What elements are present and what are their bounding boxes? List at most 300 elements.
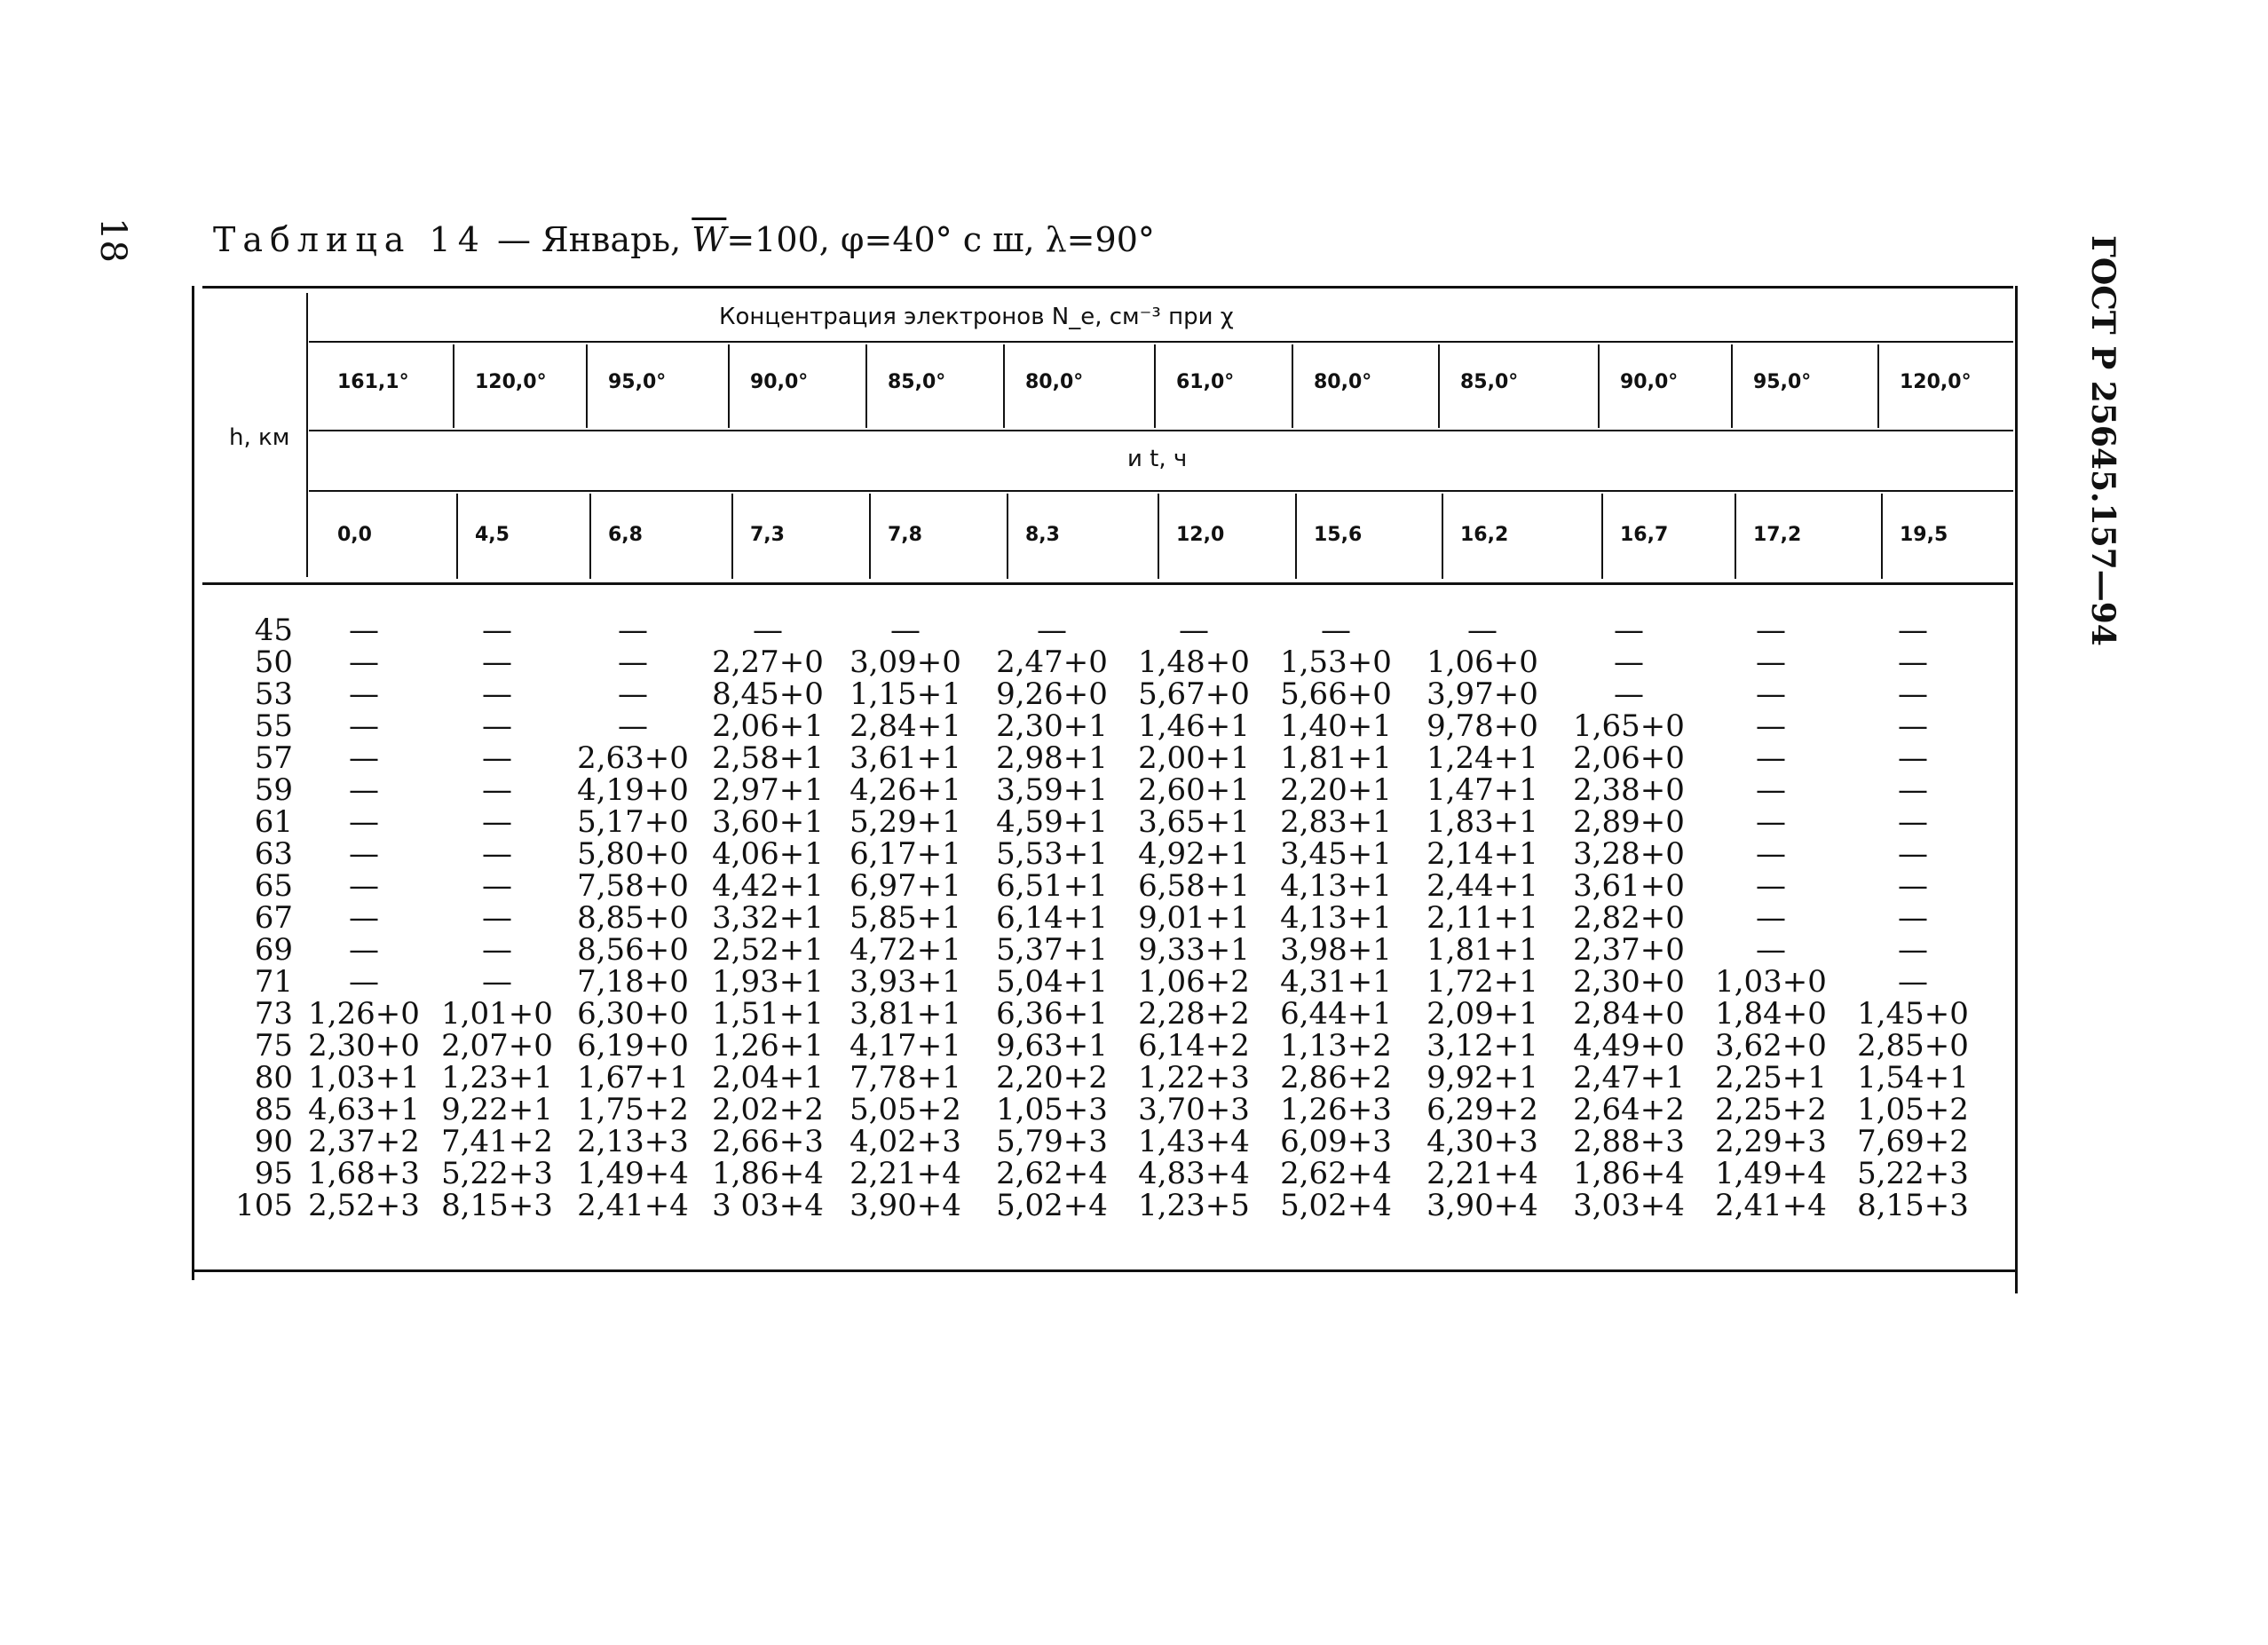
data-cell: 1,67+1: [577, 1060, 689, 1095]
height-cell: 80: [254, 1060, 293, 1095]
data-cell: 2,62+4: [1280, 1156, 1392, 1191]
data-cell: 2,85+0: [1857, 1028, 1969, 1064]
data-cell: 1,15+1: [850, 676, 961, 712]
chi-header-cell: 95,0°: [608, 371, 667, 393]
data-cell: 2,41+4: [1715, 1188, 1827, 1223]
data-cell: 9,92+1: [1426, 1060, 1538, 1095]
document-title: ГОСТ Р 25645.157—94: [2084, 235, 2122, 646]
data-column: [701, 614, 834, 1222]
data-cell: 1,54+1: [1857, 1060, 1969, 1095]
data-cell: 1,68+3: [308, 1156, 420, 1191]
data-cell: 1,05+3: [996, 1092, 1108, 1127]
data-cell: —: [1898, 740, 1928, 776]
height-cell: 85: [254, 1092, 293, 1127]
data-cell: —: [1898, 836, 1928, 872]
data-cell: —: [890, 613, 921, 648]
data-cell: 2,84+0: [1573, 996, 1685, 1032]
data-cell: —: [1614, 613, 1644, 648]
height-cell: 73: [254, 996, 293, 1032]
height-cell: 65: [254, 868, 293, 904]
data-cell: —: [1898, 708, 1928, 744]
data-cell: —: [753, 613, 783, 648]
data-cell: 1,49+4: [1715, 1156, 1827, 1191]
data-cell: —: [1467, 613, 1498, 648]
data-cell: 3,03+4: [1573, 1188, 1685, 1223]
t-cell-divider: [1007, 494, 1008, 579]
data-column: [1846, 614, 1980, 1222]
data-cell: 2,29+3: [1715, 1124, 1827, 1159]
chi-cell-divider: [865, 344, 867, 428]
chi-cell-divider: [1154, 344, 1156, 428]
data-cell: 6,44+1: [1280, 996, 1392, 1032]
data-cell: —: [1614, 676, 1644, 712]
data-cell: 6,58+1: [1138, 868, 1250, 904]
data-cell: 2,98+1: [996, 740, 1108, 776]
data-cell: —: [1898, 613, 1928, 648]
t-cell-divider: [1735, 494, 1736, 579]
data-cell: —: [349, 964, 379, 1000]
subgroup-underline: [309, 490, 2013, 492]
data-cell: 5,85+1: [850, 900, 961, 936]
data-cell: —: [349, 836, 379, 872]
data-cell: —: [1756, 613, 1786, 648]
data-cell: 1,48+0: [1138, 645, 1250, 680]
data-cell: 2,06+0: [1573, 740, 1685, 776]
data-cell: —: [1898, 804, 1928, 840]
t-cell-divider: [456, 494, 458, 579]
data-cell: —: [1898, 868, 1928, 904]
data-column: [1416, 614, 1549, 1222]
data-cell: —: [1756, 676, 1786, 712]
data-cell: 4,13+1: [1280, 900, 1392, 936]
chi-cell-divider: [1877, 344, 1879, 428]
subgroup-title: и t, ч: [1127, 446, 1188, 472]
data-cell: 3,60+1: [712, 804, 824, 840]
data-cell: 2,47+0: [996, 645, 1108, 680]
data-cell: —: [618, 613, 648, 648]
height-cell: 105: [235, 1188, 293, 1223]
data-cell: 2,60+1: [1138, 772, 1250, 808]
t-header-cell: 15,6: [1314, 524, 1363, 546]
data-cell: 7,69+2: [1857, 1124, 1969, 1159]
t-cell-divider: [1601, 494, 1603, 579]
height-cell: 59: [254, 772, 293, 808]
data-cell: 1,23+1: [441, 1060, 553, 1095]
data-cell: 1,81+1: [1280, 740, 1392, 776]
data-cell: 2,04+1: [712, 1060, 824, 1095]
data-cell: 2,88+3: [1573, 1124, 1685, 1159]
data-cell: —: [1756, 740, 1786, 776]
t-cell-divider: [1442, 494, 1443, 579]
table-left-border: [192, 286, 194, 1280]
height-cell: 61: [254, 804, 293, 840]
data-cell: 2,37+2: [308, 1124, 420, 1159]
data-cell: —: [349, 804, 379, 840]
data-cell: 2,13+3: [577, 1124, 689, 1159]
t-header-cell: 16,2: [1460, 524, 1509, 546]
data-cell: 3,59+1: [996, 772, 1108, 808]
caption-prefix: — Январь,: [486, 220, 692, 259]
data-column: [566, 614, 699, 1222]
data-column: [431, 614, 564, 1222]
data-cell: 4,19+0: [577, 772, 689, 808]
t-cell-divider: [1881, 494, 1883, 579]
data-cell: 3,90+4: [850, 1188, 961, 1223]
data-cell: —: [1756, 900, 1786, 936]
data-cell: 2,89+0: [1573, 804, 1685, 840]
data-cell: 1,86+4: [712, 1156, 824, 1191]
chi-cell-divider: [1438, 344, 1440, 428]
data-cell: 5,22+3: [441, 1156, 553, 1191]
chi-header-cell: 120,0°: [1900, 371, 1972, 393]
data-cell: 1,47+1: [1426, 772, 1538, 808]
data-cell: 2,30+0: [1573, 964, 1685, 1000]
chi-header-cell: 85,0°: [888, 371, 946, 393]
data-cell: 1,43+4: [1138, 1124, 1250, 1159]
data-cell: —: [349, 645, 379, 680]
chi-header-cell: 80,0°: [1314, 371, 1372, 393]
height-column: [195, 614, 293, 1222]
data-cell: 8,85+0: [577, 900, 689, 936]
data-cell: 3,61+0: [1573, 868, 1685, 904]
data-cell: —: [482, 868, 512, 904]
data-cell: 1,26+0: [308, 996, 420, 1032]
data-cell: 2,27+0: [712, 645, 824, 680]
data-cell: 3,45+1: [1280, 836, 1392, 872]
data-cell: 2,44+1: [1426, 868, 1538, 904]
data-cell: 2,84+1: [850, 708, 961, 744]
caption-label: Таблица 14: [213, 220, 486, 259]
group-title-underline: [309, 341, 2013, 343]
data-cell: 4,92+1: [1138, 836, 1250, 872]
caption-w-symbol: $\overline{W}$: [691, 220, 727, 259]
data-cell: 7,41+2: [441, 1124, 553, 1159]
data-cell: —: [482, 804, 512, 840]
height-cell: 71: [254, 964, 293, 1000]
data-cell: —: [1756, 932, 1786, 968]
data-cell: 1,72+1: [1426, 964, 1538, 1000]
data-cell: —: [349, 740, 379, 776]
data-column: [1704, 614, 1837, 1222]
chi-cell-divider: [1731, 344, 1733, 428]
chi-cell-divider: [586, 344, 588, 428]
chi-header-cell: 161,1°: [337, 371, 409, 393]
data-cell: 5,29+1: [850, 804, 961, 840]
group-title: Концентрация электронов N_e, см⁻³ при χ: [719, 304, 1234, 330]
data-cell: 4,83+4: [1138, 1156, 1250, 1191]
data-cell: 8,15+3: [1857, 1188, 1969, 1223]
data-cell: —: [349, 932, 379, 968]
height-cell: 55: [254, 708, 293, 744]
data-cell: 1,75+2: [577, 1092, 689, 1127]
data-cell: 3,61+1: [850, 740, 961, 776]
data-cell: 2,21+4: [1426, 1156, 1538, 1191]
data-cell: 2,37+0: [1573, 932, 1685, 968]
data-cell: 1,86+4: [1573, 1156, 1685, 1191]
t-cell-divider: [1295, 494, 1297, 579]
data-cell: 4,06+1: [712, 836, 824, 872]
data-cell: 6,97+1: [850, 868, 961, 904]
data-cell: 2,14+1: [1426, 836, 1538, 872]
data-cell: 1,83+1: [1426, 804, 1538, 840]
data-cell: 7,18+0: [577, 964, 689, 1000]
data-cell: 3,32+1: [712, 900, 824, 936]
data-cell: 4,31+1: [1280, 964, 1392, 1000]
chi-header-cell: 61,0°: [1176, 371, 1235, 393]
data-column: [1269, 614, 1403, 1222]
data-cell: 1,93+1: [712, 964, 824, 1000]
height-cell: 50: [254, 645, 293, 680]
data-column: [1127, 614, 1260, 1222]
page-number: 18: [92, 217, 133, 263]
data-cell: 1,65+0: [1573, 708, 1685, 744]
t-cell-divider: [869, 494, 871, 579]
data-cell: 9,33+1: [1138, 932, 1250, 968]
data-cell: 4,49+0: [1573, 1028, 1685, 1064]
t-header-cell: 12,0: [1176, 524, 1225, 546]
height-cell: 45: [254, 613, 293, 648]
data-cell: 1,46+1: [1138, 708, 1250, 744]
data-cell: 3,09+0: [850, 645, 961, 680]
data-column: [985, 614, 1118, 1222]
data-cell: 1,26+3: [1280, 1092, 1392, 1127]
data-cell: —: [1756, 836, 1786, 872]
data-cell: —: [482, 932, 512, 968]
data-cell: —: [1898, 964, 1928, 1000]
t-cell-divider: [731, 494, 733, 579]
data-cell: —: [1756, 868, 1786, 904]
data-cell: —: [1756, 804, 1786, 840]
data-cell: 8,15+3: [441, 1188, 553, 1223]
data-column: [839, 614, 972, 1222]
data-cell: —: [1179, 613, 1209, 648]
data-cell: 2,82+0: [1573, 900, 1685, 936]
t-header-cell: 16,7: [1620, 524, 1669, 546]
table-top-border: [202, 286, 2013, 289]
chi-header-cell: 95,0°: [1753, 371, 1812, 393]
data-cell: —: [482, 676, 512, 712]
data-cell: 1,03+0: [1715, 964, 1827, 1000]
data-cell: 1,01+0: [441, 996, 553, 1032]
t-header-cell: 17,2: [1753, 524, 1802, 546]
t-cell-divider: [1158, 494, 1159, 579]
height-cell: 95: [254, 1156, 293, 1191]
data-cell: 2,06+1: [712, 708, 824, 744]
data-cell: 6,30+0: [577, 996, 689, 1032]
data-cell: 1,45+0: [1857, 996, 1969, 1032]
data-cell: —: [482, 900, 512, 936]
data-cell: 2,86+2: [1280, 1060, 1392, 1095]
data-cell: 2,63+0: [577, 740, 689, 776]
data-cell: —: [618, 645, 648, 680]
data-cell: 6,09+3: [1280, 1124, 1392, 1159]
data-cell: 1,06+2: [1138, 964, 1250, 1000]
data-cell: —: [618, 708, 648, 744]
table-right-border: [2015, 286, 2018, 1293]
data-cell: 9,26+0: [996, 676, 1108, 712]
caption-suffix: =100, φ=40° с ш, λ=90°: [726, 220, 1155, 259]
data-cell: 5,05+2: [850, 1092, 961, 1127]
data-cell: 2,02+2: [712, 1092, 824, 1127]
data-cell: 4,72+1: [850, 932, 961, 968]
data-cell: 5,37+1: [996, 932, 1108, 968]
data-cell: 4,63+1: [308, 1092, 420, 1127]
table-bottom-border: [192, 1269, 2015, 1272]
data-cell: 2,97+1: [712, 772, 824, 808]
data-cell: —: [482, 613, 512, 648]
data-cell: 5,66+0: [1280, 676, 1392, 712]
data-cell: 4,59+1: [996, 804, 1108, 840]
data-cell: 4,42+1: [712, 868, 824, 904]
data-cell: —: [1898, 772, 1928, 808]
data-cell: —: [482, 772, 512, 808]
data-cell: 4,13+1: [1280, 868, 1392, 904]
data-cell: —: [1037, 613, 1067, 648]
data-cell: 3 03+4: [712, 1188, 824, 1223]
t-header-cell: 8,3: [1025, 524, 1060, 546]
data-cell: 9,78+0: [1426, 708, 1538, 744]
data-cell: 1,49+4: [577, 1156, 689, 1191]
data-cell: —: [349, 868, 379, 904]
data-cell: 3,93+1: [850, 964, 961, 1000]
data-cell: 9,22+1: [441, 1092, 553, 1127]
data-cell: 2,66+3: [712, 1124, 824, 1159]
data-cell: —: [482, 708, 512, 744]
table-caption: [213, 220, 1155, 259]
data-cell: 3,90+4: [1426, 1188, 1538, 1223]
data-cell: 6,17+1: [850, 836, 961, 872]
data-cell: 6,29+2: [1426, 1092, 1538, 1127]
height-cell: 57: [254, 740, 293, 776]
data-cell: 2,25+1: [1715, 1060, 1827, 1095]
data-cell: 2,64+2: [1573, 1092, 1685, 1127]
data-column: [297, 614, 431, 1222]
data-cell: 7,78+1: [850, 1060, 961, 1095]
data-cell: 1,06+0: [1426, 645, 1538, 680]
data-cell: 8,45+0: [712, 676, 824, 712]
data-cell: 5,67+0: [1138, 676, 1250, 712]
chi-cell-divider: [1292, 344, 1293, 428]
data-cell: 1,03+1: [308, 1060, 420, 1095]
data-cell: 5,02+4: [1280, 1188, 1392, 1223]
chi-row-underline: [309, 430, 2013, 431]
chi-cell-divider: [1003, 344, 1005, 428]
data-cell: 2,28+2: [1138, 996, 1250, 1032]
data-cell: 1,26+1: [712, 1028, 824, 1064]
data-cell: 9,01+1: [1138, 900, 1250, 936]
data-cell: 1,05+2: [1857, 1092, 1969, 1127]
data-cell: 1,23+5: [1138, 1188, 1250, 1223]
data-cell: 2,52+1: [712, 932, 824, 968]
data-cell: 2,52+3: [308, 1188, 420, 1223]
data-cell: 2,38+0: [1573, 772, 1685, 808]
data-cell: 3,12+1: [1426, 1028, 1538, 1064]
data-cell: 4,30+3: [1426, 1124, 1538, 1159]
data-cell: 6,19+0: [577, 1028, 689, 1064]
data-cell: —: [349, 676, 379, 712]
data-cell: 1,40+1: [1280, 708, 1392, 744]
data-cell: 1,13+2: [1280, 1028, 1392, 1064]
data-cell: —: [482, 740, 512, 776]
data-cell: 5,80+0: [577, 836, 689, 872]
header-bottom-border: [202, 582, 2013, 585]
data-cell: —: [482, 645, 512, 680]
data-cell: 5,79+3: [996, 1124, 1108, 1159]
data-cell: 3,70+3: [1138, 1092, 1250, 1127]
data-cell: 2,47+1: [1573, 1060, 1685, 1095]
data-cell: 1,22+3: [1138, 1060, 1250, 1095]
data-cell: 7,58+0: [577, 868, 689, 904]
height-cell: 67: [254, 900, 293, 936]
data-cell: 1,81+1: [1426, 932, 1538, 968]
data-cell: 3,28+0: [1573, 836, 1685, 872]
data-cell: 2,30+1: [996, 708, 1108, 744]
data-cell: 6,14+1: [996, 900, 1108, 936]
data-cell: 1,53+0: [1280, 645, 1392, 680]
data-cell: —: [349, 708, 379, 744]
chi-header-cell: 120,0°: [475, 371, 547, 393]
chi-header-cell: 85,0°: [1460, 371, 1519, 393]
t-header-cell: 19,5: [1900, 524, 1948, 546]
data-cell: 2,20+1: [1280, 772, 1392, 808]
data-cell: 3,81+1: [850, 996, 961, 1032]
row-label-header: h, км: [229, 424, 290, 451]
t-header-cell: 0,0: [337, 524, 372, 546]
data-cell: 1,24+1: [1426, 740, 1538, 776]
data-column: [1562, 614, 1695, 1222]
data-cell: —: [1614, 645, 1644, 680]
data-cell: 5,22+3: [1857, 1156, 1969, 1191]
data-cell: 6,36+1: [996, 996, 1108, 1032]
chi-header-cell: 90,0°: [1620, 371, 1679, 393]
data-cell: 5,53+1: [996, 836, 1108, 872]
data-cell: 9,63+1: [996, 1028, 1108, 1064]
data-cell: 8,56+0: [577, 932, 689, 968]
data-cell: 5,04+1: [996, 964, 1108, 1000]
height-cell: 63: [254, 836, 293, 872]
t-header-cell: 4,5: [475, 524, 510, 546]
t-header-cell: 6,8: [608, 524, 643, 546]
chi-header-cell: 80,0°: [1025, 371, 1084, 393]
data-cell: 6,51+1: [996, 868, 1108, 904]
data-cell: —: [1898, 900, 1928, 936]
data-cell: —: [1756, 708, 1786, 744]
data-cell: —: [1898, 645, 1928, 680]
data-cell: 2,07+0: [441, 1028, 553, 1064]
data-cell: —: [1756, 645, 1786, 680]
data-cell: —: [482, 964, 512, 1000]
t-header-cell: 7,3: [750, 524, 785, 546]
data-cell: 2,00+1: [1138, 740, 1250, 776]
chi-cell-divider: [1598, 344, 1600, 428]
data-cell: 2,83+1: [1280, 804, 1392, 840]
data-cell: 3,62+0: [1715, 1028, 1827, 1064]
data-cell: 2,30+0: [308, 1028, 420, 1064]
data-cell: —: [482, 836, 512, 872]
data-cell: —: [1898, 676, 1928, 712]
data-cell: 6,14+2: [1138, 1028, 1250, 1064]
height-cell: 53: [254, 676, 293, 712]
chi-header-cell: 90,0°: [750, 371, 809, 393]
chi-cell-divider: [453, 344, 454, 428]
data-cell: —: [349, 613, 379, 648]
t-header-cell: 7,8: [888, 524, 922, 546]
row-label-divider: [306, 293, 308, 577]
data-cell: 2,09+1: [1426, 996, 1538, 1032]
data-cell: 4,26+1: [850, 772, 961, 808]
data-cell: —: [618, 676, 648, 712]
data-cell: 2,25+2: [1715, 1092, 1827, 1127]
